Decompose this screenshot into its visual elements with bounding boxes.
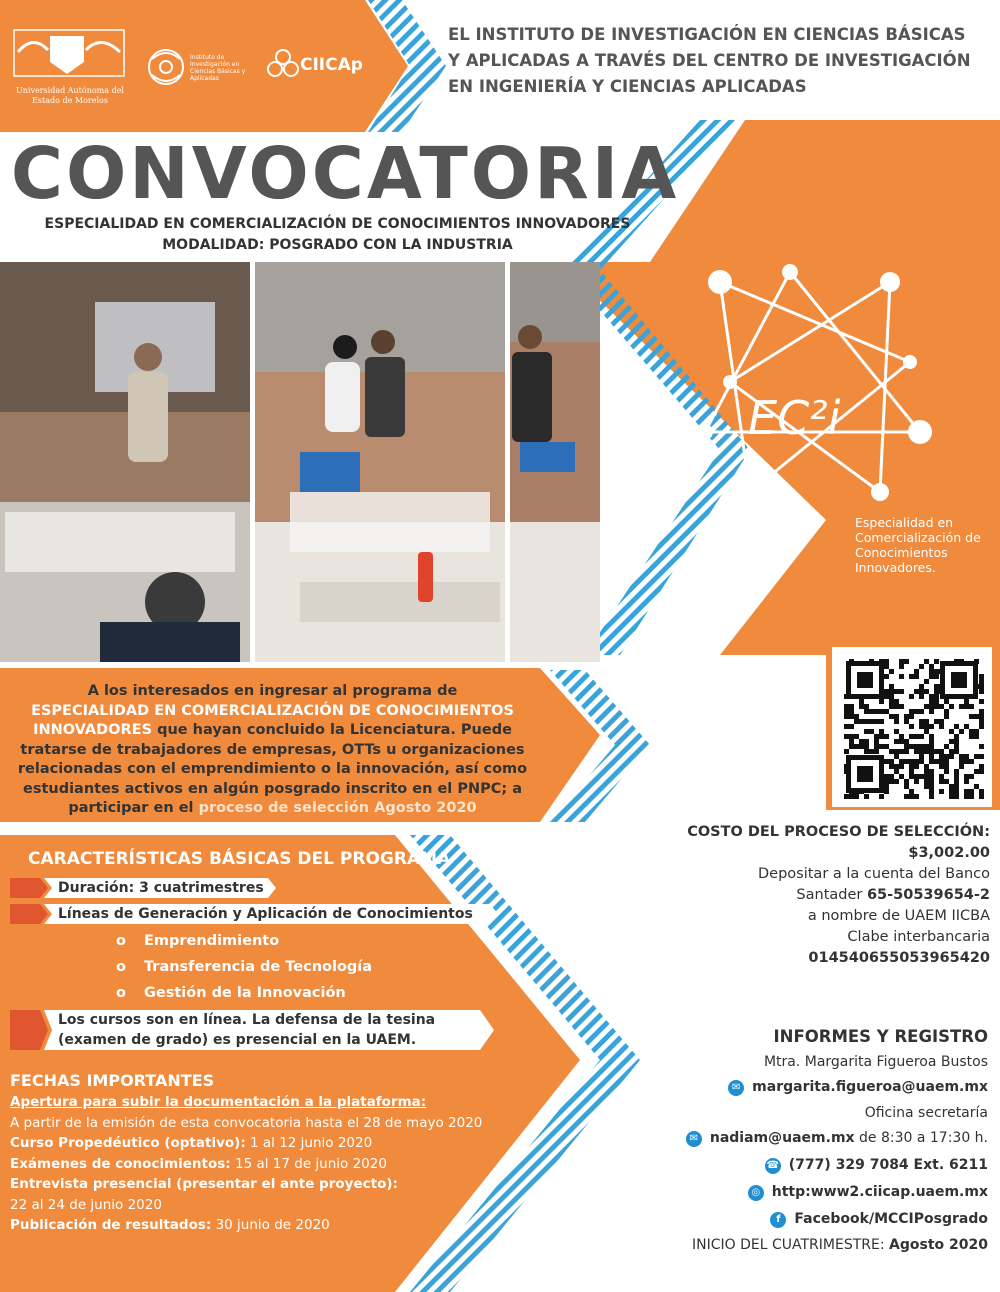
cost-amount: $3,002.00 <box>908 845 990 861</box>
intro-body: que hayan concluido la Licenciatura. Puede tratarse de trabajadores de empresas, OTTs u organizaciones relacionadas con el emprendimiento o la innovación, así como estudiantes activos en algún posgrado inscrito en el PNPC; a participar en el <box>17 722 528 816</box>
interview-label: Entrevista presencial (presentar el ante proyecto): <box>10 1176 398 1192</box>
selection-process: proceso de selección Agosto 2020 <box>198 800 477 816</box>
duration-item: Duración: 3 cuatrimestres <box>58 880 264 896</box>
facebook-link[interactable]: Facebook/MCCIPosgrado <box>794 1211 988 1227</box>
contact-name: Mtra. Margarita Figueroa Bustos <box>763 1054 988 1070</box>
dates-section <box>10 1070 570 1236</box>
institute-line: Y APLICADAS A TRAVÉS DEL CENTRO DE INVESTIGACIÓN <box>448 51 971 70</box>
ec2i-logo-text: EC²i <box>748 391 841 445</box>
subtitle-line: ESPECIALIDAD EN COMERCIALIZACIÓN DE CONOCIMIENTOS INNOVADORES <box>44 216 631 232</box>
account-holder: a nombre de UAEM IICBA <box>807 908 990 924</box>
upload-label: Apertura para subir la documentación a la plataforma: <box>10 1094 427 1110</box>
ciicap-logo-icon <box>268 50 298 76</box>
iicba-name: Instituto de Investigación en Ciencias Básicas y Aplicadas <box>190 54 246 82</box>
interview-value: 22 al 24 de junio 2020 <box>10 1196 162 1213</box>
clabe-label: Clabe interbancaria <box>847 929 990 945</box>
intro-line: A los interesados en ingresar al programa de <box>87 683 458 699</box>
photo-panel-1 <box>255 262 505 662</box>
start-label: INICIO DEL CUATRIMESTRE: <box>692 1237 890 1253</box>
website-link[interactable]: http:www2.ciicap.uaem.mx <box>771 1184 988 1200</box>
phone-number[interactable]: (777) 329 7084 Ext. 6211 <box>788 1157 988 1173</box>
qr-code-icon[interactable] <box>832 647 992 807</box>
info-section <box>600 1024 988 1257</box>
line-item <box>116 957 372 977</box>
program-subtitle <box>5 214 670 256</box>
bank-account: 65-50539654-2 <box>866 887 990 903</box>
phone-icon: ☎ <box>765 1158 781 1174</box>
mail-icon: ✉ <box>728 1080 744 1096</box>
email-link[interactable]: nadiam@uaem.mx <box>709 1130 855 1146</box>
bullet-mark: o <box>116 985 126 1001</box>
exams-label: Exámenes de conocimientos: <box>10 1155 231 1172</box>
start-value: Agosto 2020 <box>889 1237 988 1253</box>
clabe-number: 014540655053965420 <box>808 950 990 966</box>
institute-line: EN INGENIERÍA Y CIENCIAS APLICADAS <box>448 77 807 96</box>
results-value: 30 junio de 2020 <box>211 1217 330 1233</box>
courses-line: (examen de grado) es presencial en la UAEM. <box>58 1032 417 1048</box>
line-item <box>116 983 346 1003</box>
lines-title-item: Líneas de Generación y Aplicación de Conocimientos <box>58 906 473 922</box>
iicba-logo-icon <box>149 50 183 84</box>
bullet-mark: o <box>116 959 126 975</box>
event-photos <box>0 262 600 662</box>
institute-heading <box>448 22 988 100</box>
office-label: Oficina secretaría <box>864 1105 988 1121</box>
upload-value: A partir de la emisión de esta convocatoria hasta el 28 de mayo 2020 <box>10 1114 483 1131</box>
info-title: INFORMES Y REGISTRO <box>773 1027 988 1046</box>
bullet-mark: o <box>116 933 126 949</box>
photo-speaker <box>0 262 250 662</box>
ciicap-name: CIICAp <box>300 55 363 75</box>
institute-line: EL INSTITUTO DE INVESTIGACIÓN EN CIENCIAS BÁSICAS <box>448 25 966 44</box>
exams-value: 15 al 17 de junio 2020 <box>230 1155 387 1172</box>
uaem-seal-icon <box>14 30 124 76</box>
ec2i-caption: Especialidad en Comercialización de Conocimientos Innovadores. <box>855 515 981 575</box>
course-label: Curso Propedéutico (optativo): <box>10 1135 246 1151</box>
subtitle-line: MODALIDAD: POSGRADO CON LA INDUSTRIA <box>162 237 513 253</box>
cost-section <box>640 822 990 969</box>
ec2i-logo-icon <box>690 262 940 522</box>
bank-name: Santader <box>796 887 867 903</box>
uaem-name: Universidad Autónoma del Estado de Morelos <box>16 86 124 105</box>
mail-icon: ✉ <box>686 1131 702 1147</box>
intro-paragraph <box>5 682 540 819</box>
cost-deposit-line: Depositar a la cuenta del Banco <box>758 866 990 882</box>
svg-text:®: ® <box>762 507 771 517</box>
cost-label: COSTO DEL PROCESO DE SELECCIÓN: <box>687 824 990 840</box>
photo-panel-2 <box>510 262 600 662</box>
characteristics-title: CARACTERÍSTICAS BÁSICAS DEL PROGRAMA <box>28 849 451 869</box>
email-link[interactable]: margarita.figueroa@uaem.mx <box>752 1079 988 1095</box>
courses-note <box>58 1010 435 1050</box>
results-label: Publicación de resultados: <box>10 1217 212 1233</box>
page-title: CONVOCATORIA <box>10 132 680 215</box>
dates-title: FECHAS IMPORTANTES <box>10 1071 215 1090</box>
line-item <box>116 931 279 951</box>
course-value: 1 al 12 junio 2020 <box>245 1135 373 1151</box>
courses-line: Los cursos son en línea. La defensa de la tesina <box>58 1012 436 1028</box>
line-item-label: Emprendimiento <box>144 933 280 949</box>
line-item-label: Gestión de la Innovación <box>144 985 346 1001</box>
facebook-icon: f <box>770 1212 786 1228</box>
line-item-label: Transferencia de Tecnología <box>144 959 373 975</box>
program-name: ESPECIALIDAD EN COMERCIALIZACIÓN DE CONOCIMIENTOS INNOVADORES <box>31 702 514 738</box>
office-hours: de 8:30 a 17:30 h. <box>854 1130 988 1146</box>
globe-icon: ◎ <box>748 1185 764 1201</box>
